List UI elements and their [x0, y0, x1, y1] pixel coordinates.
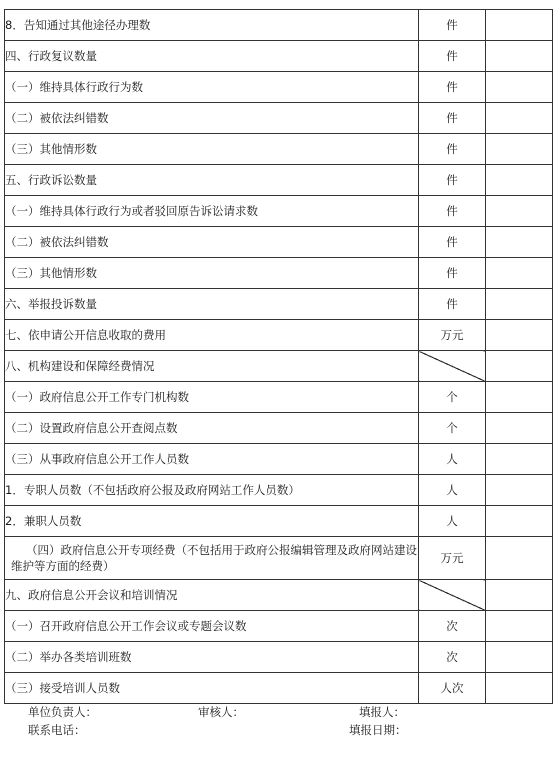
unit-cell: 个 [419, 382, 486, 413]
row-label: 8．告知通过其他途径办理数 [5, 10, 419, 41]
contact-phone-label: 联系电话： [28, 723, 86, 737]
unit-cell: 次 [419, 611, 486, 642]
row-label: 六、举报投诉数量 [5, 289, 419, 320]
unit-head-label: 单位负责人： [28, 705, 97, 719]
table-row [5, 506, 553, 537]
row-label: （一）维持具体行政行为或者驳回原告诉讼请求数 [5, 196, 419, 227]
table-row [5, 10, 553, 41]
unit-cell: 人次 [419, 673, 486, 704]
table-row [5, 351, 553, 382]
value-input-cell[interactable] [486, 611, 553, 642]
reviewer-label: 审核人： [198, 705, 244, 719]
value-input-cell[interactable] [486, 72, 553, 103]
fill-date-label: 填报日期： [349, 723, 407, 737]
value-input-cell[interactable] [486, 165, 553, 196]
value-input-cell[interactable] [486, 382, 553, 413]
table-row [5, 196, 553, 227]
table-row [5, 475, 553, 506]
row-label: （三）其他情形数 [5, 258, 419, 289]
value-input-cell[interactable] [486, 227, 553, 258]
row-label: （一）召开政府信息公开工作会议或专题会议数 [5, 611, 419, 642]
value-input-cell[interactable] [486, 289, 553, 320]
value-input-cell[interactable] [486, 475, 553, 506]
value-input-cell[interactable] [486, 103, 553, 134]
value-input-cell[interactable] [486, 444, 553, 475]
value-input-cell[interactable] [486, 351, 553, 382]
unit-cell: 件 [419, 41, 486, 72]
value-input-cell[interactable] [486, 10, 553, 41]
table-row [5, 537, 553, 580]
row-label: （二）被依法纠错数 [5, 227, 419, 258]
table-row [5, 444, 553, 475]
unit-cell: 人 [419, 506, 486, 537]
table-row [5, 673, 553, 704]
unit-cell: 次 [419, 642, 486, 673]
table-row [5, 103, 553, 134]
value-input-cell[interactable] [486, 642, 553, 673]
value-input-cell[interactable] [486, 320, 553, 351]
value-input-cell[interactable] [486, 673, 553, 704]
unit-cell: 人 [419, 475, 486, 506]
table-row [5, 611, 553, 642]
row-label: （二）举办各类培训班数 [5, 642, 419, 673]
unit-cell: 件 [419, 289, 486, 320]
unit-cell-diagonal [419, 580, 486, 611]
unit-cell-diagonal [419, 351, 486, 382]
table-row [5, 41, 553, 72]
row-label: （二）设置政府信息公开查阅点数 [5, 413, 419, 444]
row-label: （二）被依法纠错数 [5, 103, 419, 134]
table-row [5, 289, 553, 320]
unit-cell: 万元 [419, 537, 486, 580]
value-input-cell[interactable] [486, 537, 553, 580]
value-input-cell[interactable] [486, 134, 553, 165]
table-row [5, 227, 553, 258]
unit-cell: 件 [419, 103, 486, 134]
unit-cell: 个 [419, 413, 486, 444]
table-row [5, 413, 553, 444]
row-label: 七、依申请公开信息收取的费用 [5, 320, 419, 351]
filler-label: 填报人： [359, 705, 405, 719]
row-label: （一）政府信息公开工作专门机构数 [5, 382, 419, 413]
value-input-cell[interactable] [486, 506, 553, 537]
unit-cell: 人 [419, 444, 486, 475]
value-input-cell[interactable] [486, 413, 553, 444]
row-label: （三）接受培训人员数 [5, 673, 419, 704]
table-row [5, 258, 553, 289]
table-row [5, 642, 553, 673]
unit-cell: 万元 [419, 320, 486, 351]
unit-cell: 件 [419, 227, 486, 258]
row-label: 2．兼职人员数 [5, 506, 419, 537]
row-label: 1．专职人员数（不包括政府公报及政府网站工作人员数） [5, 475, 419, 506]
unit-cell: 件 [419, 134, 486, 165]
value-input-cell[interactable] [486, 41, 553, 72]
row-label: 四、行政复议数量 [5, 41, 419, 72]
unit-cell: 件 [419, 258, 486, 289]
table-row [5, 382, 553, 413]
statistics-table [4, 9, 553, 704]
value-input-cell[interactable] [486, 580, 553, 611]
unit-cell: 件 [419, 72, 486, 103]
row-label: （三）从事政府信息公开工作人员数 [5, 444, 419, 475]
value-input-cell[interactable] [486, 258, 553, 289]
table-row [5, 134, 553, 165]
value-input-cell[interactable] [486, 196, 553, 227]
row-label: （四）政府信息公开专项经费（不包括用于政府公报编辑管理及政府网站建设维护等方面的经费） [5, 537, 419, 580]
table-row [5, 320, 553, 351]
unit-cell: 件 [419, 10, 486, 41]
row-label: （三）其他情形数 [5, 134, 419, 165]
row-label: （一）维持具体行政行为数 [5, 72, 419, 103]
row-label: 八、机构建设和保障经费情况 [5, 351, 419, 382]
statistics-table-body [5, 10, 553, 704]
table-row [5, 165, 553, 196]
row-label: 九、政府信息公开会议和培训情况 [5, 580, 419, 611]
table-row [5, 72, 553, 103]
unit-cell: 件 [419, 165, 486, 196]
row-label: 五、行政诉讼数量 [5, 165, 419, 196]
unit-cell: 件 [419, 196, 486, 227]
table-row [5, 580, 553, 611]
